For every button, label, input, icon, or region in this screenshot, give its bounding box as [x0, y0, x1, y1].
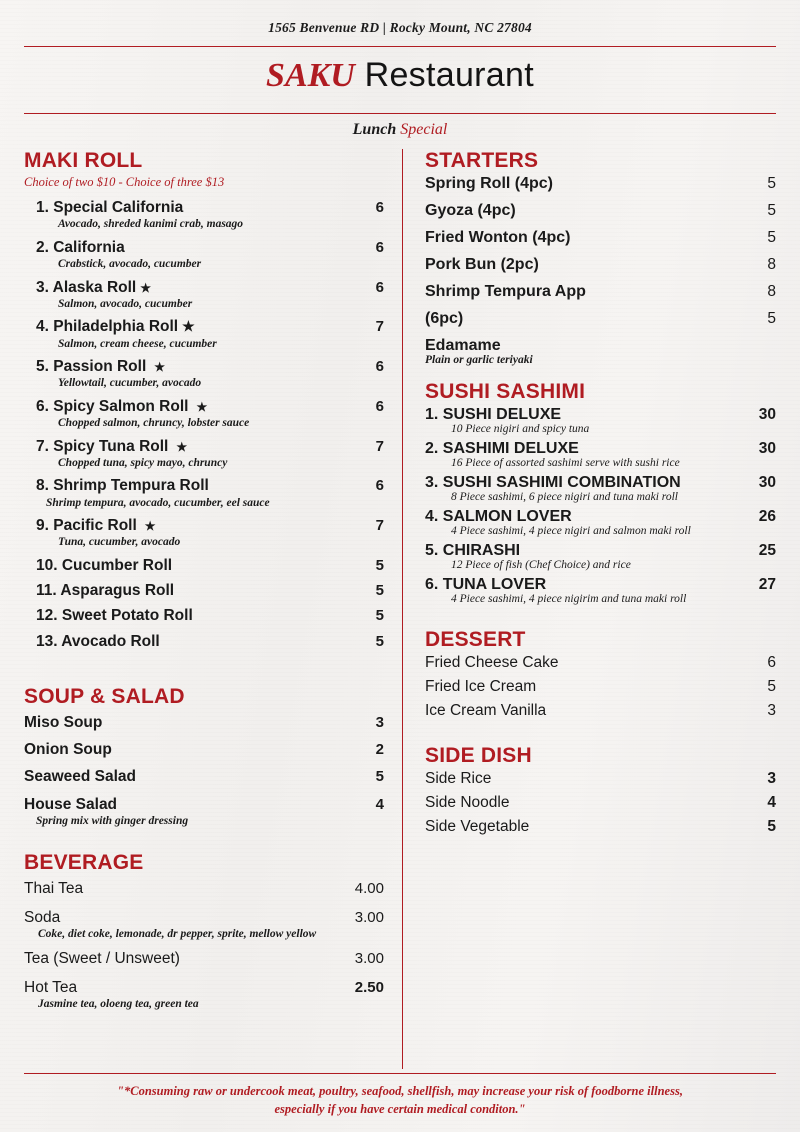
list-item	[425, 175, 776, 193]
item-desc: 8 Piece sashimi, 6 piece nigiri and tuna maki roll	[451, 491, 678, 503]
list-item	[425, 406, 776, 435]
item-price: 6	[375, 238, 384, 256]
item-name: 6. TUNA LOVER	[425, 576, 547, 593]
item-name: Soda	[24, 908, 61, 926]
list-item	[425, 440, 776, 469]
item-price: 30	[758, 440, 776, 457]
item-price: 30	[758, 406, 776, 423]
item-name: 7. Spicy Tuna Roll	[36, 437, 169, 455]
item-name: 1. SUSHI DELUXE	[425, 406, 562, 423]
item-price: 25	[758, 542, 776, 559]
item-name: Spring Roll (4pc)	[425, 175, 553, 192]
list-item	[425, 474, 776, 503]
item-price: 6	[375, 397, 384, 415]
item-price: 5	[375, 556, 384, 574]
disclaimer-line-2: especially if you have certain medical conditon."	[274, 1101, 526, 1116]
item-name: 12. Sweet Potato Roll	[36, 607, 193, 625]
list-item	[24, 711, 384, 734]
item-name: Edamame	[425, 337, 501, 354]
item-price: 6	[375, 358, 384, 376]
section-title-side-dish: SIDE DISH	[425, 744, 532, 767]
item-desc: Salmon, avocado, cucumber	[58, 297, 193, 310]
item-price: 6	[375, 278, 384, 296]
section-title-soup: SOUP & SALAD	[24, 684, 185, 708]
list-item	[24, 554, 384, 577]
item-desc: Jasmine tea, oloeng tea, green tea	[38, 997, 199, 1010]
item-price: 5	[767, 202, 776, 219]
star-icon: ★	[144, 519, 156, 534]
item-name: 13. Avocado Roll	[36, 632, 160, 650]
list-item	[425, 654, 776, 672]
special-label: Special	[396, 121, 448, 138]
item-price: 8	[767, 256, 776, 273]
item-name: Fried Ice Cream	[425, 678, 537, 695]
list-item	[425, 678, 776, 696]
item-name: Gyoza (4pc)	[425, 202, 516, 219]
list-item	[24, 435, 384, 472]
item-name: Side Vegetable	[425, 818, 530, 835]
item-name: Miso Soup	[24, 713, 103, 731]
section-sushi-sashimi	[425, 380, 776, 605]
list-item	[24, 514, 384, 551]
item-name: Tea (Sweet / Unsweet)	[24, 950, 180, 968]
spacer	[24, 655, 384, 685]
item-desc: Yellowtail, cucumber, avocado	[58, 377, 202, 390]
section-side-dish	[425, 744, 776, 836]
item-price: 6	[767, 654, 776, 671]
item-name: 4. Philadelphia Roll	[36, 318, 179, 336]
section-maki-roll	[24, 149, 384, 653]
section-starters	[425, 149, 776, 366]
list-item	[425, 337, 776, 366]
item-price: 2.50	[354, 978, 384, 996]
list-item	[425, 229, 776, 247]
item-name: Fried Wonton (4pc)	[425, 229, 571, 246]
list-item	[425, 818, 776, 836]
list-item	[24, 579, 384, 602]
item-price: 5	[767, 229, 776, 246]
item-price: 6	[375, 477, 384, 495]
list-item	[24, 315, 384, 352]
item-price: 3	[375, 713, 384, 731]
item-price: 8	[767, 283, 776, 300]
star-icon: ★	[196, 399, 208, 414]
item-price: 5	[767, 175, 776, 192]
list-item	[24, 976, 384, 1013]
item-price: 5	[767, 678, 776, 695]
item-name: (6pc)	[425, 310, 464, 327]
star-icon: ★	[176, 439, 188, 454]
item-name: House Salad	[24, 795, 118, 813]
item-price: 5	[767, 818, 776, 835]
list-item	[24, 765, 384, 788]
item-name: 1. Special California	[36, 199, 184, 216]
item-desc: 16 Piece of assorted sashimi serve with sushi rice	[451, 457, 680, 469]
item-desc: Crabstick, avocado, cucumber	[58, 258, 202, 271]
spacer	[24, 833, 384, 851]
list-item	[425, 576, 776, 605]
list-item	[425, 542, 776, 571]
item-price: 4.00	[354, 880, 384, 898]
section-title-maki: MAKI ROLL	[24, 149, 143, 172]
item-desc: Chopped salmon, chruncy, lobster sauce	[58, 417, 250, 430]
lunch-special-label	[24, 114, 776, 143]
item-name: 11. Asparagus Roll	[36, 582, 175, 600]
item-price: 30	[758, 474, 776, 491]
item-desc: 4 Piece sashimi, 4 piece nigiri and salmon maki roll	[451, 525, 691, 537]
item-desc: Avocado, shreded kanimi crab, masago	[58, 218, 244, 231]
footer-disclaimer	[24, 1073, 776, 1118]
list-item	[24, 474, 384, 511]
item-desc: 4 Piece sashimi, 4 piece nigirim and tuna maki roll	[451, 593, 687, 605]
item-desc: Coke, diet coke, lemonade, dr pepper, sprite, mellow yellow	[38, 927, 317, 940]
item-name: 3. SUSHI SASHIMI COMBINATION	[425, 474, 681, 491]
item-name: 9. Pacific Roll	[36, 517, 137, 535]
item-price: 5	[375, 607, 384, 625]
section-dessert	[425, 628, 776, 720]
item-name: Side Noodle	[425, 794, 510, 811]
item-desc: 10 Piece nigiri and spicy tuna	[451, 423, 590, 435]
spacer	[425, 610, 776, 628]
left-column	[24, 149, 400, 1069]
item-price: 4	[767, 794, 776, 811]
item-name: Shrimp Tempura App	[425, 283, 586, 300]
item-price: 5	[375, 768, 384, 786]
item-name: 5. Passion Roll	[36, 358, 147, 376]
item-price: 5	[767, 310, 776, 327]
list-item	[24, 196, 384, 233]
item-name: 2. California	[36, 238, 125, 256]
right-column	[403, 149, 776, 1069]
item-name: 2. SASHIMI DELUXE	[425, 440, 579, 457]
list-item	[24, 236, 384, 273]
item-price: 3.00	[354, 950, 384, 968]
item-price: 5	[375, 582, 384, 600]
maki-subtitle: Choice of two $10 - Choice of three $13	[24, 175, 225, 189]
list-item	[24, 877, 384, 900]
item-price: 5	[375, 632, 384, 650]
item-name: 5. CHIRASHI	[425, 542, 521, 559]
item-name: 4. SALMON LOVER	[425, 508, 572, 525]
item-price: 27	[758, 576, 776, 593]
item-price: 7	[375, 318, 384, 336]
item-name: Hot Tea	[24, 978, 78, 996]
item-name: 3. Alaska Roll	[36, 278, 137, 296]
lunch-label: Lunch	[352, 121, 397, 138]
star-icon: ★	[140, 280, 151, 295]
menu-columns	[24, 149, 776, 1069]
item-desc: 12 Piece of fish (Chef Choice) and rice	[451, 559, 631, 571]
item-name: Fried Cheese Cake	[425, 654, 559, 671]
section-title-beverage: BEVERAGE	[24, 851, 144, 875]
list-item	[24, 395, 384, 432]
brand-suffix: Restaurant	[354, 56, 534, 94]
star-icon: ★	[154, 360, 166, 375]
item-price: 6	[375, 199, 384, 216]
list-item	[425, 770, 776, 788]
disclaimer-line-1: "*Consuming raw or undercook meat, poultry, seafood, shellfish, may increase your risk of foodborne illness,	[117, 1083, 683, 1098]
list-item	[425, 202, 776, 220]
spacer	[425, 370, 776, 380]
item-price: 3	[767, 770, 776, 787]
section-title-dessert: DESSERT	[425, 628, 526, 651]
restaurant-address: 1565 Benvenue RD | Rocky Mount, NC 27804	[268, 20, 532, 35]
page-title	[24, 47, 776, 103]
item-desc: Salmon, cream cheese, cucumber	[58, 337, 217, 350]
section-beverage	[24, 851, 384, 1012]
list-item	[425, 794, 776, 812]
section-soup-salad	[24, 685, 384, 830]
item-price: 4	[375, 795, 384, 813]
list-item	[24, 355, 384, 392]
spacer	[425, 726, 776, 744]
item-name: Ice Cream Vanilla	[425, 702, 547, 719]
item-name: Thai Tea	[24, 880, 84, 898]
item-price: 3	[767, 702, 776, 719]
item-desc: Plain or garlic teriyaki	[425, 354, 533, 366]
section-title-sushi: SUSHI SASHIMI	[425, 380, 586, 403]
list-item	[24, 906, 384, 943]
list-item	[24, 630, 384, 653]
list-item	[24, 793, 384, 830]
item-name: 10. Cucumber Roll	[36, 556, 173, 574]
item-desc: Shrimp tempura, avocado, cucumber, eel sauce	[46, 496, 270, 509]
item-name: Seaweed Salad	[24, 768, 137, 786]
item-name: Onion Soup	[24, 741, 112, 759]
item-price: 26	[758, 508, 776, 525]
item-name: 6. Spicy Salmon Roll	[36, 397, 189, 415]
item-desc: Chopped tuna, spicy mayo, chruncy	[58, 456, 228, 469]
item-price: 7	[375, 517, 384, 535]
item-desc: Spring mix with ginger dressing	[36, 814, 189, 827]
list-item	[425, 256, 776, 274]
star-icon: ★	[182, 318, 195, 335]
list-item	[24, 276, 384, 313]
list-item	[425, 702, 776, 720]
item-price: 2	[375, 741, 384, 759]
list-item	[24, 947, 384, 970]
item-name: Pork Bun (2pc)	[425, 256, 539, 273]
section-title-starters: STARTERS	[425, 149, 539, 172]
brand-name: SAKU	[266, 57, 355, 94]
item-name: Side Rice	[425, 770, 492, 787]
list-item	[425, 283, 776, 301]
item-price: 3.00	[354, 908, 384, 926]
list-item	[24, 738, 384, 761]
list-item	[24, 604, 384, 627]
item-desc: Tuna, cucumber, avocado	[58, 536, 181, 549]
list-item	[425, 508, 776, 537]
footer-divider	[24, 1073, 776, 1074]
list-item	[425, 310, 776, 328]
item-price: 7	[375, 437, 384, 455]
item-name: 8. Shrimp Tempura Roll	[36, 477, 209, 495]
